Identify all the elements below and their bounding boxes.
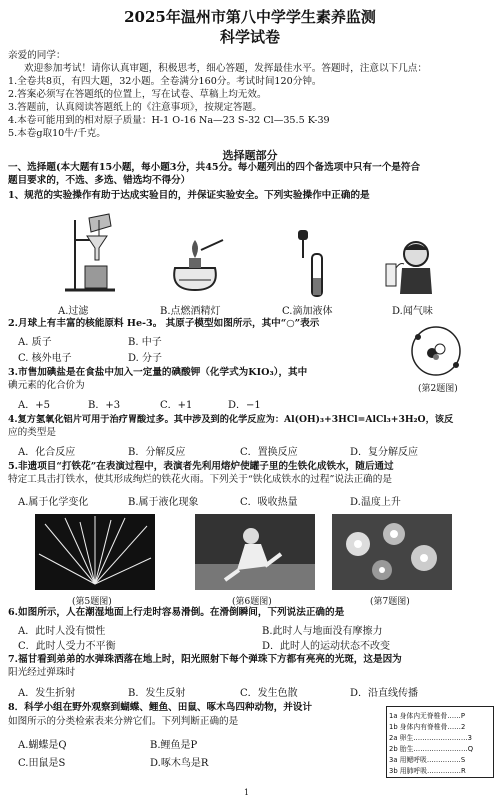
question-3-stem: 3.市售加碘盐是在食盐中加入一定量的碘酸钾（化学式为KIO₃），其中 [8,367,308,378]
q8-option-b: B.鲤鱼是P [150,740,198,751]
q4-option-b: B．分解反应 [128,447,186,458]
q2-option-c: C. 核外电子 [18,353,72,364]
q8-option-d: D.啄木鸟是R [150,758,209,769]
exam-title: 2025年温州市第八中学学生素养监测 [124,8,376,26]
question-7-stem-cont: 阳光经过弹珠时 [8,667,76,678]
q4-option-d: D．复分解反应 [350,447,419,458]
classification-key-table [386,706,494,778]
q7-option-b: B．发生反射 [128,688,186,699]
question-5-stem: 5.非遗项目“打铁花”在表演过程中，表演者先利用熔炉使罐子里的生铁化成铁水，随后通过 [8,461,394,472]
q3-option-a: A．+5 [18,400,50,411]
question-6-stem: 6.如图所示，人在潮湿地面上行走时容易滑倒。在滑倒瞬间，下列说法正确的是 [8,607,345,618]
note-3: 3.答题前，认真阅读答题纸上的《注意事项》，按规定答题。 [8,102,262,113]
note-5: 5.本卷g取10牛/千克。 [8,128,106,139]
q1-option-a: A.过滤 [58,306,89,317]
q5-option-a: A.属于化学变化 [18,497,89,508]
q6-option-c: C．此时人受力不平衡 [18,641,116,652]
q5-option-d: D.温度上升 [350,497,401,508]
q6-option-a: A．此时人没有惯性 [18,626,106,637]
note-4: 4.本卷可能用到的相对原子质量：H-1 O-16 Na—23 S-32 Cl—35.5 K-39 [8,115,330,126]
question-7-stem: 7.福甘看到弟弟的水弹珠洒落在地上时，阳光照射下每个弹珠下方都有亮亮的光斑，这是因为 [8,654,402,665]
slipping-person-photo [195,514,315,590]
key-row: 2a 卵生……………………3 [389,734,472,742]
note-2: 2.答案必须写在答题纸的位置上，写在试卷、草稿上均无效。 [8,89,267,100]
section-1-instructions-cont: 题目要求的，不选、多选、错选均不得分） [8,175,191,186]
question-5-stem-cont: 特定工具击打铁水，使其形成绚烂的铁花火雨。下列关于“铁化成铁水的过程”说法正确的是 [8,474,392,485]
key-row: 3b 用肺呼吸……………R [389,767,466,775]
q1-option-b: B.点燃酒精灯 [160,306,221,317]
q1-option-d: D.闻气味 [392,306,433,317]
greeting: 亲爱的同学： [8,50,66,61]
q1-option-c: C.滴加液体 [282,306,333,317]
q6-figure-caption: (第6题图) [232,597,272,607]
iron-flower-photo [35,514,155,590]
question-1-stem: 1、规范的实验操作有助于达成实验目的，并保证实验安全。下列实验操作中正确的是 [8,190,370,201]
question-8-stem: 8．科学小组在野外观察到蝴蝶、鲤鱼、田鼠、啄木鸟四种动物，并设计 [8,702,313,713]
q3-option-d: D．−1 [228,400,261,411]
q8-option-a: A.蝴蝶是Q [18,740,67,751]
q2-option-b: B. 中子 [128,337,162,348]
key-row: 3a 用鳃呼吸……………S [389,756,466,764]
question-4-stem: 4.复方氢氧化铝片可用于治疗胃酸过多。其中涉及到的化学反应为：Al(OH)₃+3HCl=AlCl₃+3H₂O，该反 [8,414,454,425]
q3-option-c: C．+1 [160,400,193,411]
q5-figure-caption: (第5题图) [72,597,112,607]
dropper-figure [290,228,340,298]
q6-option-b: B.此时人与地面没有摩擦力 [262,626,383,637]
key-row: 1a 身体内无脊椎骨……P [389,712,465,720]
question-4-stem-cont: 应的类型是 [8,427,56,438]
q4-option-a: A．化合反应 [18,447,76,458]
exam-subtitle: 科学试卷 [219,28,280,46]
q7-figure-caption: (第7题图) [370,597,410,607]
alcohol-lamp-figure [165,238,227,294]
part-heading: 选择题部分 [222,149,278,162]
section-1-instructions: 一、选择题(本大题有15小题，每小题3分，共45分。每小题列出的四个备选项中只有一个是符合 [8,162,421,173]
q3-option-b: B．+3 [88,400,121,411]
key-row: 1b 身体内有脊椎骨……2 [389,723,466,731]
filtration-figure [55,210,125,298]
question-8-stem-cont: 如图所示的分类检索表来分辨它们。下列判断正确的是 [8,716,239,727]
atom-model-figure [408,323,464,379]
smelling-figure [380,238,440,296]
q5-option-c: C．吸收热量 [240,497,298,508]
q7-option-d: D．沿直线传播 [350,688,419,699]
question-2-stem: 2.月球上有丰富的核能原料 He-3。 其原子模型如图所示，其中“○”表示 [8,318,320,329]
page-number: 1 [244,788,250,797]
q2-figure-caption: (第2题图) [418,384,458,394]
q7-option-a: A．发生折射 [18,688,76,699]
note-1: 1.全卷共8页，有四大题，32小题。全卷满分160分。考试时间120分钟。 [8,76,322,87]
q4-option-c: C．置换反应 [240,447,298,458]
q6-option-d: D．此时人的运动状态不改变 [262,641,391,652]
q2-option-a: A. 质子 [18,337,52,348]
question-3-stem-cont: 碘元素的化合价为 [8,380,85,391]
q5-option-b: B.属于液化现象 [128,497,199,508]
key-row: 2b 胎生……………………Q [389,745,474,753]
q7-option-c: C．发生色散 [240,688,298,699]
q2-option-d: D. 分子 [128,353,163,364]
intro-text: 欢迎参加考试！请你认真审题，积极思考，细心答题，发挥最佳水平。答题时，注意以下几点： [24,63,427,74]
q8-option-c: C.田鼠是S [18,758,66,769]
water-marbles-photo [332,514,452,590]
